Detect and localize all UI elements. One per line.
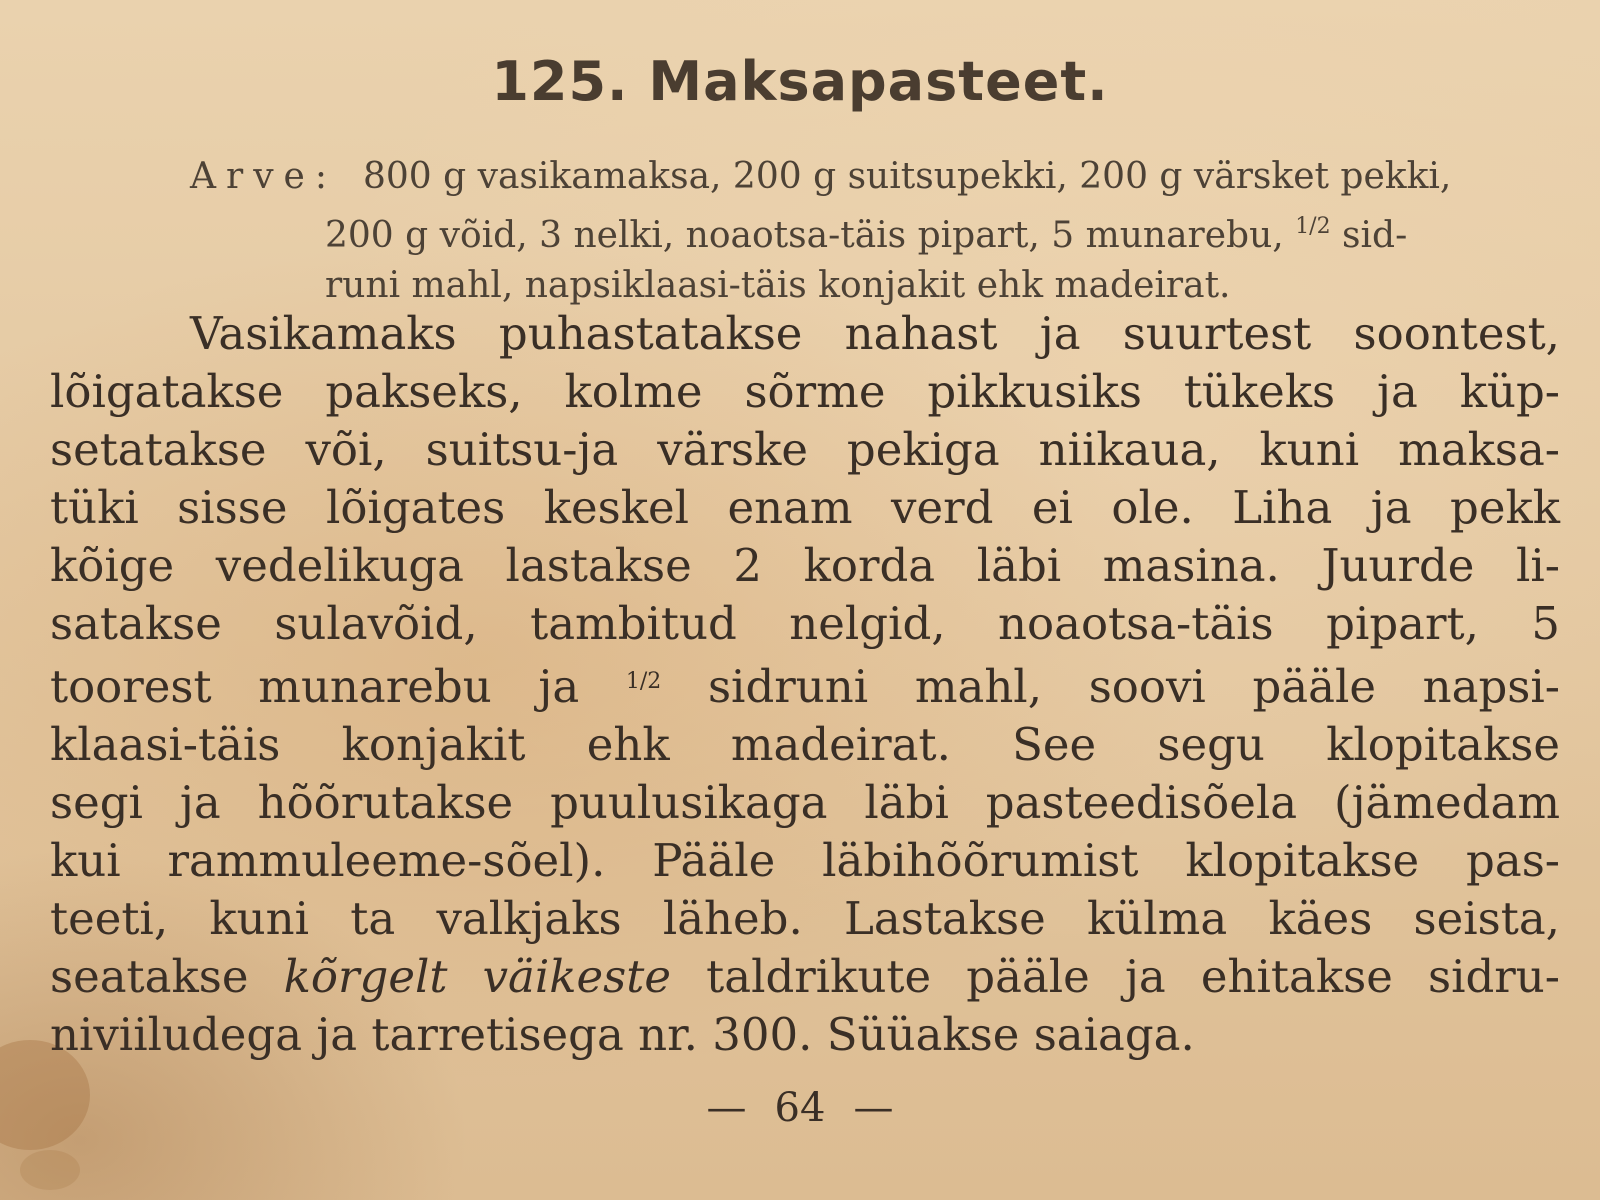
body-line: Vasikamaks puhastatakse nahast ja suurtest soontest,: [190, 307, 1560, 360]
ingredients-block: [190, 152, 1550, 311]
italic-text: kõrgelt väikeste: [283, 950, 671, 1003]
ingredients-line: [190, 261, 1550, 311]
body-line: satakse sulavõid, tambitud nelgid, noaotsa-täis pipart, 5: [50, 597, 1560, 650]
ingredients-label: Arve:: [190, 156, 337, 197]
recipe-title: 125. Maksapasteet.: [491, 50, 1109, 113]
page-stain: [20, 1150, 80, 1190]
body-line: segi ja hõõrutakse puulusikaga läbi pasteedisõela (jämedam: [50, 776, 1560, 829]
page-number-value: 64: [774, 1085, 826, 1131]
ingredients-text: sid-: [1342, 215, 1408, 256]
body-text-segment: toorest munarebu ja: [50, 660, 580, 713]
body-line: kõige vedelikuga lastakse 2 korda läbi masina. Juurde li-: [50, 539, 1560, 592]
ingredients-text: runi mahl, napsiklaasi-täis konjakit ehk madeirat.: [325, 265, 1231, 306]
page-number: [0, 1085, 1600, 1131]
fraction: 1/2: [625, 669, 662, 694]
body-line: niviiludega ja tarretisega nr. 300. Süüakse saiaga.: [50, 1008, 1195, 1061]
body-line: klaasi-täis konjakit ehk madeirat. See segu klopitakse: [50, 718, 1560, 771]
fraction: 1/2: [1295, 214, 1331, 239]
body-text-segment: taldrikute pääle ja ehitakse sidru-: [706, 950, 1560, 1003]
ingredients-line: [190, 152, 1550, 202]
body-line: lõigatakse pakseks, kolme sõrme pikkusiks tükeks ja küp-: [50, 365, 1560, 418]
body-text-segment: sidruni mahl, soovi pääle napsi-: [707, 660, 1560, 713]
body-line: kui rammuleeme-sõel). Pääle läbihõõrumist klopitakse pas-: [50, 834, 1560, 887]
body-line: [50, 948, 1560, 1006]
body-line: setatakse või, suitsu-ja värske pekiga niikaua, kuni maksa-: [50, 423, 1560, 476]
body-line: [50, 653, 1560, 716]
body-text-segment: seatakse: [50, 950, 249, 1003]
ingredients-text: 200 g võid, 3 nelki, noaotsa-täis pipart, 5 munarebu,: [325, 215, 1284, 256]
recipe-body: [50, 305, 1560, 1064]
ingredients-line: [190, 202, 1550, 261]
body-line: tüki sisse lõigates keskel enam verd ei ole. Liha ja pekk: [50, 481, 1560, 534]
dash-right: —: [853, 1085, 894, 1131]
body-line: teeti, kuni ta valkjaks läheb. Lastakse külma käes seista,: [50, 892, 1560, 945]
dash-left: —: [706, 1085, 747, 1131]
ingredients-text: 800 g vasikamaksa, 200 g suitsupekki, 200 g värsket pekki,: [362, 156, 1452, 197]
